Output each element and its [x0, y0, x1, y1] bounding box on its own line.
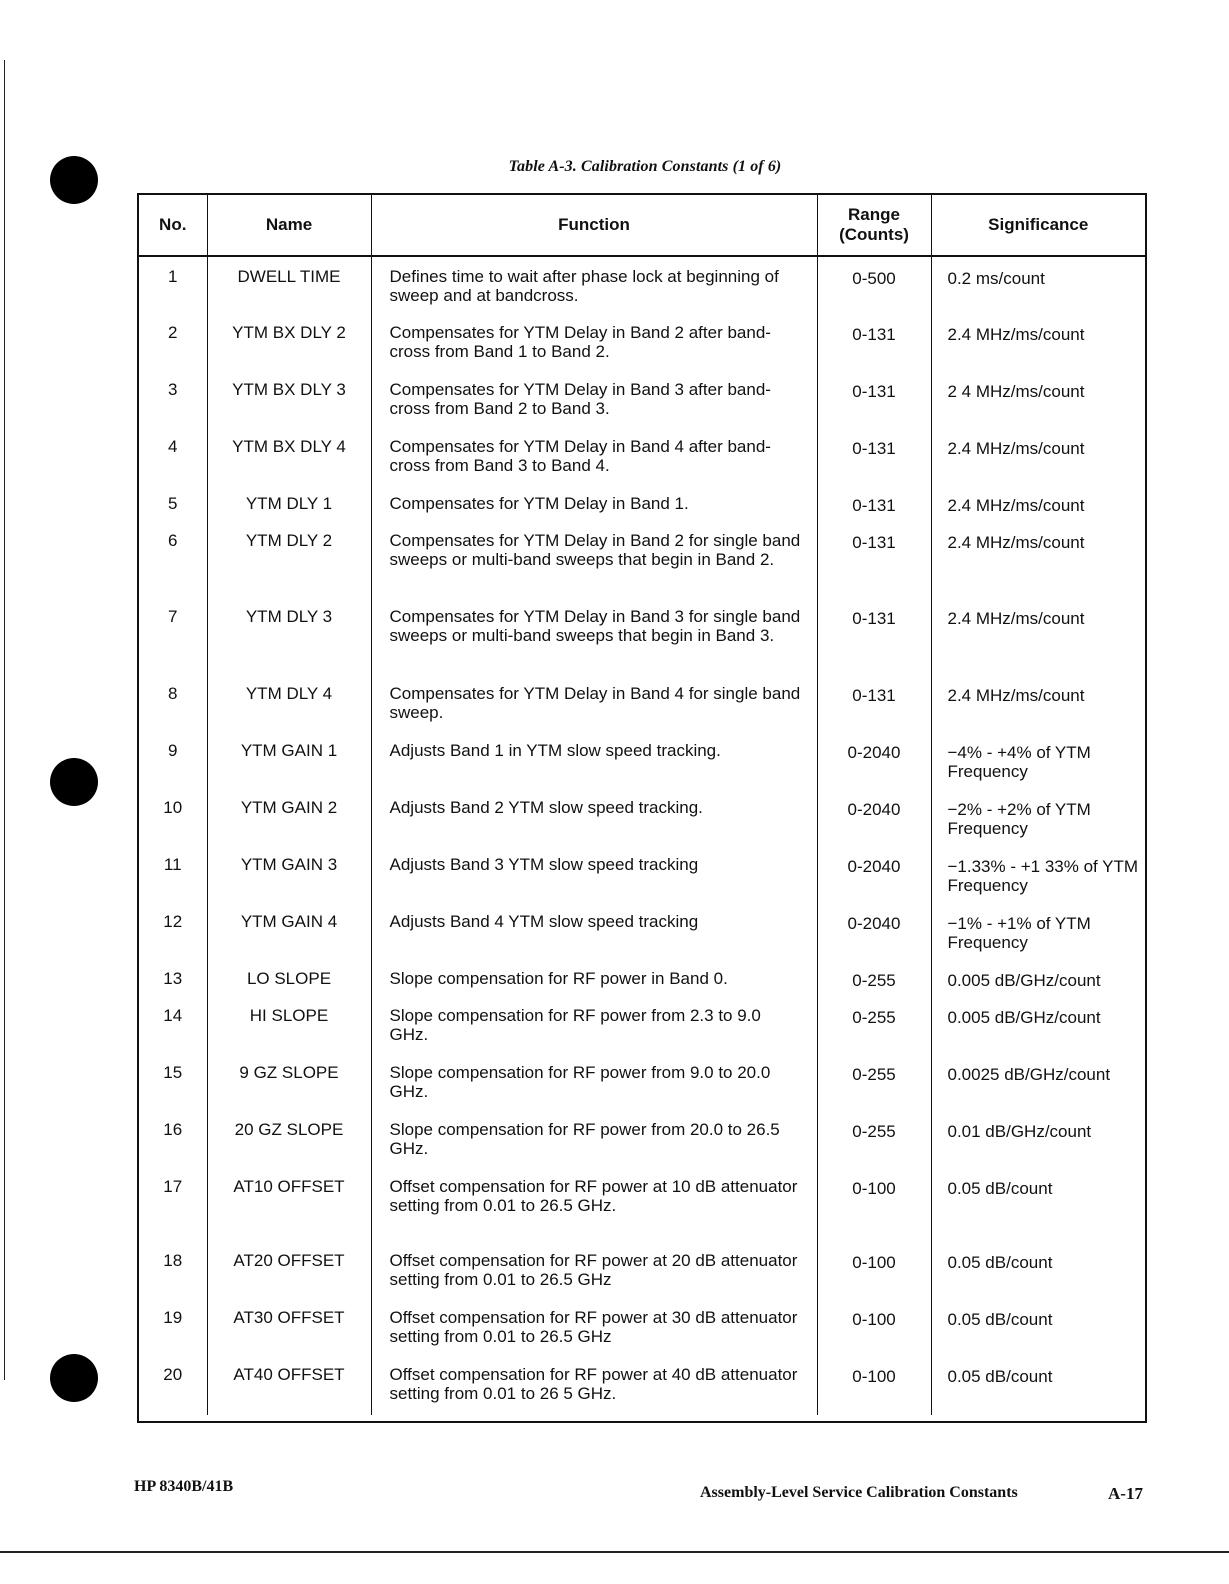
header-no: No.	[139, 195, 207, 256]
row-function: Defines time to wait after phase lock at beginning of sweep and at bandcross.	[371, 256, 817, 313]
row-function: Compensates for YTM Delay in Band 4 for single band sweep.	[371, 674, 817, 731]
row-range: 0-255	[817, 1053, 931, 1110]
row-name: YTM GAIN 2	[207, 788, 371, 845]
row-name: 9 GZ SLOPE	[207, 1053, 371, 1110]
row-number: 3	[139, 370, 207, 427]
row-significance: 0.005 dB/GHz/count	[947, 1008, 1101, 1027]
row-name: AT20 OFFSET	[207, 1241, 371, 1298]
table-row	[139, 731, 1145, 788]
row-number: 20	[139, 1355, 207, 1415]
row-number: 17	[139, 1167, 207, 1241]
row-number: 7	[139, 597, 207, 674]
punch-hole	[50, 1354, 98, 1402]
row-significance: 2.4 MHz/ms/count	[947, 686, 1085, 705]
row-function: Compensates for YTM Delay in Band 4 after band-cross from Band 3 to Band 4.	[371, 427, 817, 484]
row-range: 0-2040	[817, 731, 931, 788]
row-name: YTM DLY 3	[207, 597, 371, 674]
row-significance: 0.0025 dB/GHz/count	[947, 1065, 1111, 1084]
row-significance: 0.05 dB/count	[947, 1179, 1053, 1198]
row-name: YTM DLY 1	[207, 484, 371, 521]
row-name: YTM GAIN 3	[207, 845, 371, 902]
row-number: 12	[139, 902, 207, 959]
row-significance: 2.4 MHz/ms/count	[947, 496, 1085, 515]
row-name: YTM DLY 2	[207, 521, 371, 597]
row-function: Adjusts Band 1 in YTM slow speed tracking.	[371, 731, 817, 788]
row-name: YTM BX DLY 3	[207, 370, 371, 427]
table-row	[139, 788, 1145, 845]
table-row	[139, 1355, 1145, 1415]
row-function: Compensates for YTM Delay in Band 3 after band-cross from Band 2 to Band 3.	[371, 370, 817, 427]
row-name: AT40 OFFSET	[207, 1355, 371, 1415]
row-function: Compensates for YTM Delay in Band 2 after band-cross from Band 1 to Band 2.	[371, 313, 817, 370]
row-number: 5	[139, 484, 207, 521]
row-range: 0-100	[817, 1167, 931, 1241]
row-function: Compensates for YTM Delay in Band 3 for single band sweeps or multi-band sweeps that begin in Band 3.	[371, 597, 817, 674]
row-number: 2	[139, 313, 207, 370]
row-function: Slope compensation for RF power from 9.0 to 20.0 GHz.	[371, 1053, 817, 1110]
row-name: YTM GAIN 4	[207, 902, 371, 959]
row-function: Adjusts Band 2 YTM slow speed tracking.	[371, 788, 817, 845]
header-range-line1: Range	[848, 205, 900, 224]
row-function: Slope compensation for RF power from 2.3 to 9.0 GHz.	[371, 996, 817, 1053]
row-number: 4	[139, 427, 207, 484]
row-number: 11	[139, 845, 207, 902]
calibration-constants-table	[137, 193, 1147, 1423]
row-number: 13	[139, 959, 207, 996]
table-row	[139, 1298, 1145, 1355]
table-row	[139, 959, 1145, 996]
row-significance: 0.2 ms/count	[947, 269, 1045, 288]
row-range: 0-131	[817, 427, 931, 484]
row-number: 15	[139, 1053, 207, 1110]
row-significance: 0.01 dB/GHz/count	[947, 1122, 1092, 1141]
row-function: Offset compensation for RF power at 40 dB attenuator setting from 0.01 to 26 5 GHz.	[371, 1355, 817, 1415]
row-name: YTM BX DLY 4	[207, 427, 371, 484]
row-name: HI SLOPE	[207, 996, 371, 1053]
table-row	[139, 1167, 1145, 1241]
row-number: 18	[139, 1241, 207, 1298]
header-significance: Significance	[931, 195, 1145, 256]
row-range: 0-100	[817, 1355, 931, 1415]
table-row	[139, 256, 1145, 313]
row-range: 0-131	[817, 521, 931, 597]
row-name: DWELL TIME	[207, 256, 371, 313]
row-name: LO SLOPE	[207, 959, 371, 996]
row-significance: −1% - +1% of YTM Frequency	[947, 914, 1091, 952]
table-row	[139, 1241, 1145, 1298]
row-function: Compensates for YTM Delay in Band 2 for single band sweeps or multi-band sweeps that begin in Band 2.	[371, 521, 817, 597]
table-caption: Table A-3. Calibration Constants (1 of 6)	[508, 158, 782, 175]
header-function: Function	[371, 195, 817, 256]
row-number: 14	[139, 996, 207, 1053]
table-row	[139, 370, 1145, 427]
table-row	[139, 996, 1145, 1053]
row-number: 9	[139, 731, 207, 788]
row-function: Adjusts Band 3 YTM slow speed tracking	[371, 845, 817, 902]
row-range: 0-255	[817, 959, 931, 996]
row-name: YTM BX DLY 2	[207, 313, 371, 370]
table-row	[139, 674, 1145, 731]
table-row	[139, 845, 1145, 902]
row-function: Offset compensation for RF power at 30 dB attenuator setting from 0.01 to 26.5 GHz	[371, 1298, 817, 1355]
row-number: 16	[139, 1110, 207, 1167]
table-row	[139, 902, 1145, 959]
table-row	[139, 1053, 1145, 1110]
row-range: 0-131	[817, 674, 931, 731]
row-function: Compensates for YTM Delay in Band 1.	[371, 484, 817, 521]
row-significance: 0.005 dB/GHz/count	[947, 971, 1101, 990]
table-row	[139, 521, 1145, 597]
table-row	[139, 313, 1145, 370]
row-function: Slope compensation for RF power from 20.0 to 26.5 GHz.	[371, 1110, 817, 1167]
row-range: 0-255	[817, 996, 931, 1053]
row-significance: 2.4 MHz/ms/count	[947, 609, 1085, 628]
header-range-line2: (Counts)	[839, 225, 909, 244]
row-significance: 0.05 dB/count	[947, 1367, 1053, 1386]
row-function: Slope compensation for RF power in Band 0.	[371, 959, 817, 996]
footer-section-title: Assembly-Level Service Calibration Constants	[700, 1484, 1018, 1501]
row-function: Adjusts Band 4 YTM slow speed tracking	[371, 902, 817, 959]
row-range: 0-255	[817, 1110, 931, 1167]
footer-model: HP 8340B/41B	[134, 1478, 234, 1495]
table-body	[139, 256, 1145, 1415]
row-name: AT10 OFFSET	[207, 1167, 371, 1241]
row-significance: 0.05 dB/count	[947, 1310, 1053, 1329]
punch-hole	[50, 758, 98, 806]
row-range: 0-100	[817, 1241, 931, 1298]
header-range	[817, 195, 931, 256]
row-name: YTM DLY 4	[207, 674, 371, 731]
row-range: 0-2040	[817, 845, 931, 902]
row-significance: 0.05 dB/count	[947, 1253, 1053, 1272]
row-range: 0-2040	[817, 788, 931, 845]
row-number: 1	[139, 256, 207, 313]
row-name: YTM GAIN 1	[207, 731, 371, 788]
constants-table-grid	[139, 195, 1145, 1415]
header-name: Name	[207, 195, 371, 256]
row-function: Offset compensation for RF power at 20 dB attenuator setting from 0.01 to 26.5 GHz	[371, 1241, 817, 1298]
row-name: AT30 OFFSET	[207, 1298, 371, 1355]
row-name: 20 GZ SLOPE	[207, 1110, 371, 1167]
table-row	[139, 597, 1145, 674]
table-row	[139, 1110, 1145, 1167]
row-range: 0-131	[817, 370, 931, 427]
row-range: 0-100	[817, 1298, 931, 1355]
row-significance: −1.33% - +1 33% of YTM Frequency	[947, 857, 1139, 895]
row-number: 6	[139, 521, 207, 597]
row-significance: 2 4 MHz/ms/count	[947, 382, 1085, 401]
row-significance: 2.4 MHz/ms/count	[947, 325, 1085, 344]
table-row	[139, 484, 1145, 521]
bottom-rule	[0, 1551, 1229, 1553]
left-margin-rule	[4, 60, 5, 1380]
footer-page-number: A-17	[1108, 1484, 1143, 1503]
table-row	[139, 427, 1145, 484]
row-significance: −4% - +4% of YTM Frequency	[947, 743, 1091, 781]
row-range: 0-2040	[817, 902, 931, 959]
row-number: 10	[139, 788, 207, 845]
row-significance: −2% - +2% of YTM Frequency	[947, 800, 1091, 838]
row-number: 8	[139, 674, 207, 731]
row-range: 0-131	[817, 484, 931, 521]
row-range: 0-131	[817, 597, 931, 674]
row-number: 19	[139, 1298, 207, 1355]
row-function: Offset compensation for RF power at 10 dB attenuator setting from 0.01 to 26.5 GHz.	[371, 1167, 817, 1241]
row-significance: 2.4 MHz/ms/count	[947, 533, 1085, 552]
table-header-row	[139, 195, 1145, 256]
row-range: 0-500	[817, 256, 931, 313]
row-significance: 2.4 MHz/ms/count	[947, 439, 1085, 458]
row-range: 0-131	[817, 313, 931, 370]
